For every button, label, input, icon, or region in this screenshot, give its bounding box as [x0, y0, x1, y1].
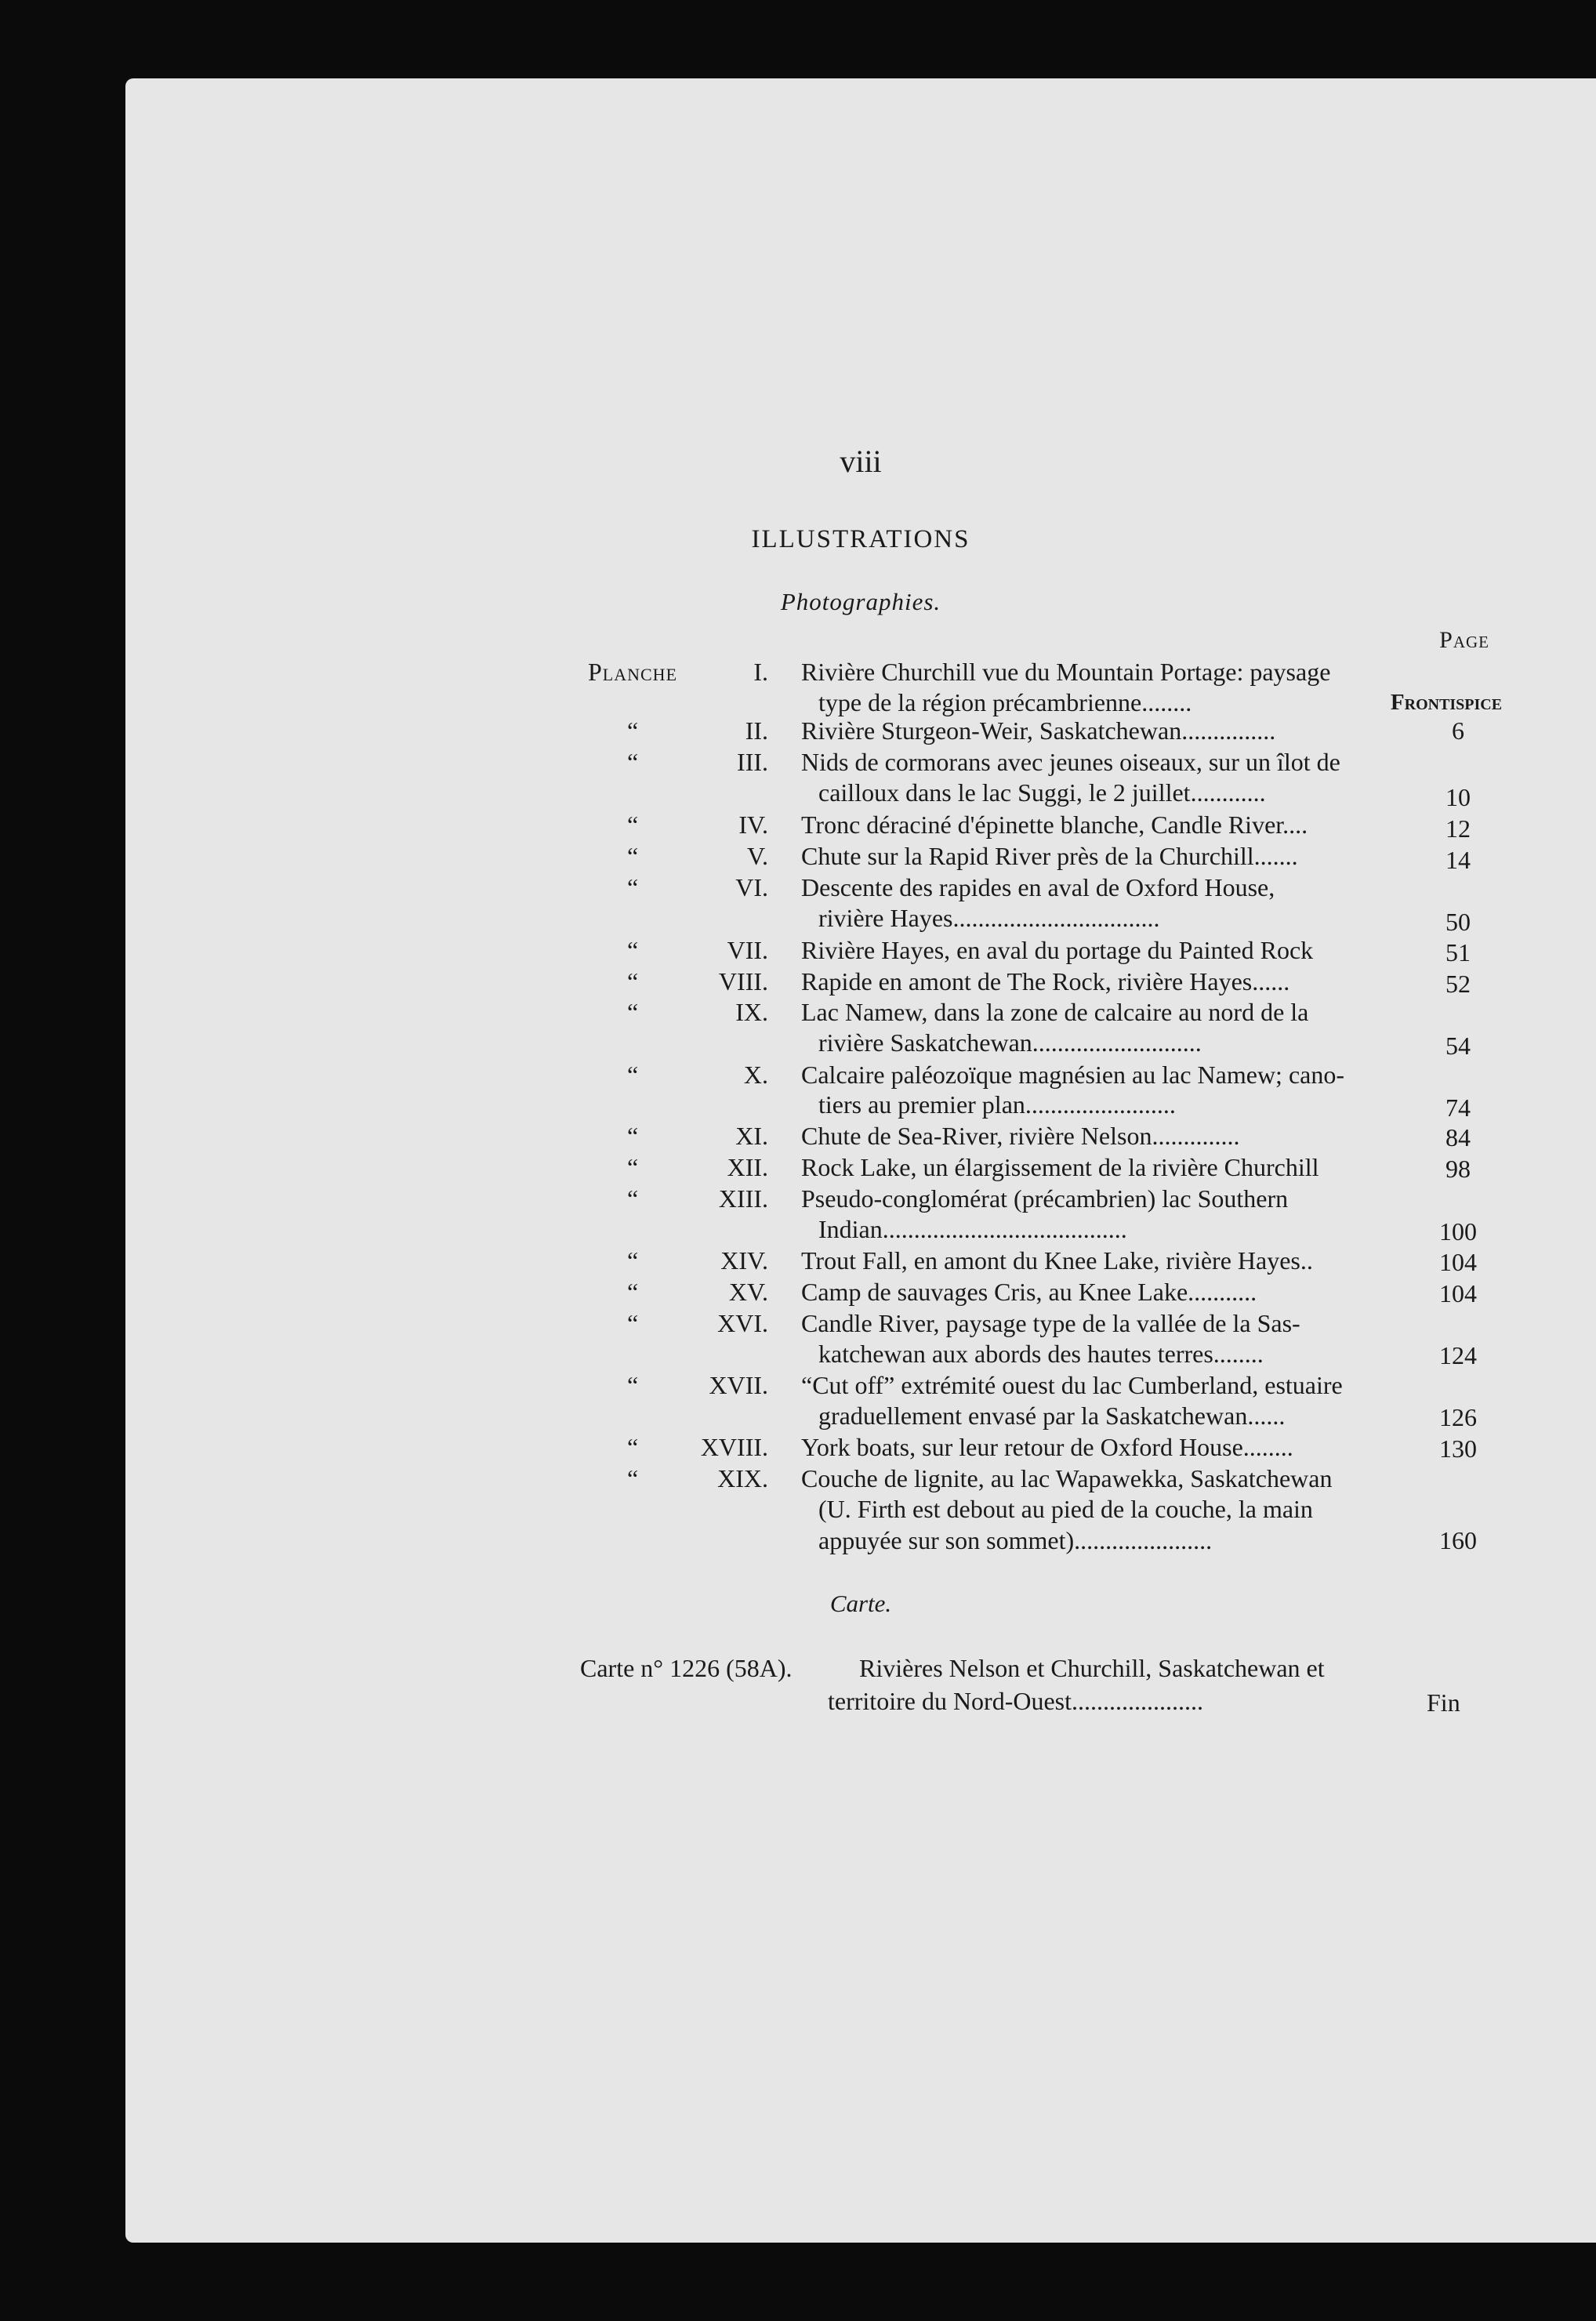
plate-caption: Couche de lignite, au lac Wapawekka, Saskatchewan	[801, 1464, 1333, 1492]
ditto-mark: “	[627, 811, 639, 839]
ditto-mark: “	[627, 998, 639, 1026]
plate-page: 104	[1439, 1248, 1477, 1276]
plate-numeral: VIII.	[718, 967, 768, 995]
ditto-mark: “	[627, 967, 639, 995]
plate-caption: katchewan aux abords des hautes terres........	[818, 1340, 1264, 1368]
plate-page: 126	[1439, 1403, 1477, 1431]
plate-page: Frontispice	[1390, 690, 1503, 715]
plate-caption: Chute de Sea-River, rivière Nelson..............	[801, 1122, 1240, 1150]
map-page: Fin	[1427, 1688, 1460, 1717]
plate-caption: Camp de sauvages Cris, au Knee Lake...........	[801, 1278, 1257, 1306]
plate-caption: Tronc déraciné d'épinette blanche, Candle River....	[801, 811, 1308, 839]
plate-page: 51	[1445, 938, 1471, 966]
ditto-mark: “	[627, 1061, 639, 1089]
plate-label: Planche	[588, 658, 678, 686]
scanned-page	[125, 78, 1596, 2243]
section-title: ILLUSTRATIONS	[751, 525, 970, 553]
plate-numeral: XIII.	[718, 1184, 768, 1213]
plate-caption: rivière Hayes.................................	[818, 904, 1160, 932]
plate-page: 74	[1445, 1093, 1471, 1122]
plate-caption: Descente des rapides en aval de Oxford House,	[801, 873, 1275, 901]
plate-caption: Pseudo-conglomérat (précambrien) lac Southern	[801, 1184, 1289, 1213]
plate-caption: Chute sur la Rapid River près de la Churchill.......	[801, 842, 1298, 870]
plate-numeral: IV.	[738, 811, 768, 839]
plate-caption: Calcaire paléozoïque magnésien au lac Namew; cano-	[801, 1061, 1344, 1089]
plate-caption: York boats, sur leur retour de Oxford House........	[801, 1433, 1293, 1461]
plate-numeral: X.	[743, 1061, 768, 1089]
ditto-mark: “	[627, 1278, 639, 1306]
plate-page: 12	[1445, 814, 1471, 843]
plate-page: 84	[1445, 1123, 1471, 1151]
plate-caption: graduellement envasé par la Saskatchewan......	[818, 1402, 1286, 1430]
plate-caption: cailloux dans le lac Suggi, le 2 juillet............	[818, 778, 1266, 807]
ditto-mark: “	[627, 1122, 639, 1150]
plate-page: 52	[1445, 970, 1471, 998]
map-reference: Carte n° 1226 (58A).	[580, 1654, 793, 1682]
plate-caption: rivière Saskatchewan...........................	[818, 1028, 1202, 1057]
plate-caption: Rivière Churchill vue du Mountain Portage: paysage	[801, 658, 1331, 686]
ditto-mark: “	[627, 748, 639, 776]
plate-page: 14	[1445, 846, 1471, 874]
ditto-mark: “	[627, 1433, 639, 1461]
ditto-mark: “	[627, 873, 639, 901]
plate-caption: Indian.......................................	[818, 1215, 1127, 1243]
plate-page: 98	[1445, 1155, 1471, 1183]
ditto-mark: “	[627, 1464, 639, 1492]
plate-numeral: V.	[747, 842, 768, 870]
map-caption: Rivières Nelson et Churchill, Saskatchewan et	[859, 1654, 1325, 1682]
plate-numeral: XIX.	[717, 1464, 768, 1492]
subsection-title-photos: Photographies.	[780, 588, 941, 615]
plate-page: 124	[1439, 1341, 1477, 1369]
page-column-header: Page	[1439, 627, 1489, 653]
plate-caption: Trout Fall, en amont du Knee Lake, rivière Hayes..	[801, 1246, 1313, 1275]
plate-page: 54	[1445, 1032, 1471, 1060]
ditto-mark: “	[627, 716, 639, 745]
plate-numeral: II.	[745, 716, 768, 745]
plate-numeral: XIV.	[720, 1246, 768, 1275]
plate-numeral: XVIII.	[700, 1433, 768, 1461]
plate-numeral: XI.	[735, 1122, 768, 1150]
plate-page: 10	[1445, 783, 1471, 811]
plate-numeral: I.	[753, 658, 768, 686]
map-caption: territoire du Nord-Ouest.....................	[828, 1687, 1204, 1715]
plate-page: 160	[1439, 1526, 1477, 1554]
ditto-mark: “	[627, 1246, 639, 1275]
plate-page: 6	[1452, 716, 1464, 745]
ditto-mark: “	[627, 936, 639, 964]
plate-caption: Rivière Hayes, en aval du portage du Painted Rock	[801, 936, 1314, 964]
subsection-title-map: Carte.	[829, 1590, 892, 1617]
plate-numeral: IX.	[735, 998, 768, 1026]
plate-numeral: III.	[737, 748, 768, 776]
plate-caption: type de la région précambrienne........	[818, 688, 1192, 716]
plate-numeral: XV.	[728, 1278, 768, 1306]
plate-caption: (U. Firth est debout au pied de la couche, la main	[818, 1495, 1313, 1523]
ditto-mark: “	[627, 1309, 639, 1337]
ditto-mark: “	[627, 1184, 639, 1213]
plate-numeral: XII.	[727, 1153, 768, 1181]
plate-caption: “Cut off” extrémité ouest du lac Cumberland, estuaire	[801, 1371, 1343, 1399]
plate-caption: Rapide en amont de The Rock, rivière Hayes......	[801, 967, 1290, 995]
page-number: viii	[840, 444, 882, 479]
plate-caption: tiers au premier plan........................	[818, 1090, 1176, 1119]
ditto-mark: “	[627, 1371, 639, 1399]
plate-caption: Nids de cormorans avec jeunes oiseaux, sur un îlot de	[801, 748, 1340, 776]
plate-page: 104	[1439, 1279, 1477, 1307]
plate-page: 130	[1439, 1434, 1477, 1463]
plate-numeral: VI.	[735, 873, 768, 901]
plate-caption: Rock Lake, un élargissement de la rivière Churchill	[801, 1153, 1319, 1181]
plate-numeral: XVII.	[709, 1371, 768, 1399]
plate-page: 100	[1439, 1217, 1477, 1246]
plate-caption: Lac Namew, dans la zone de calcaire au nord de la	[801, 998, 1309, 1026]
plate-numeral: XVI.	[717, 1309, 768, 1337]
plate-caption: appuyée sur son sommet)......................	[818, 1526, 1213, 1554]
ditto-mark: “	[627, 1153, 639, 1181]
plate-page: 50	[1445, 908, 1471, 936]
plate-numeral: VII.	[727, 936, 768, 964]
ditto-mark: “	[627, 842, 639, 870]
plate-caption: Rivière Sturgeon-Weir, Saskatchewan...............	[801, 716, 1276, 745]
plate-caption: Candle River, paysage type de la vallée de la Sas-	[801, 1309, 1300, 1337]
